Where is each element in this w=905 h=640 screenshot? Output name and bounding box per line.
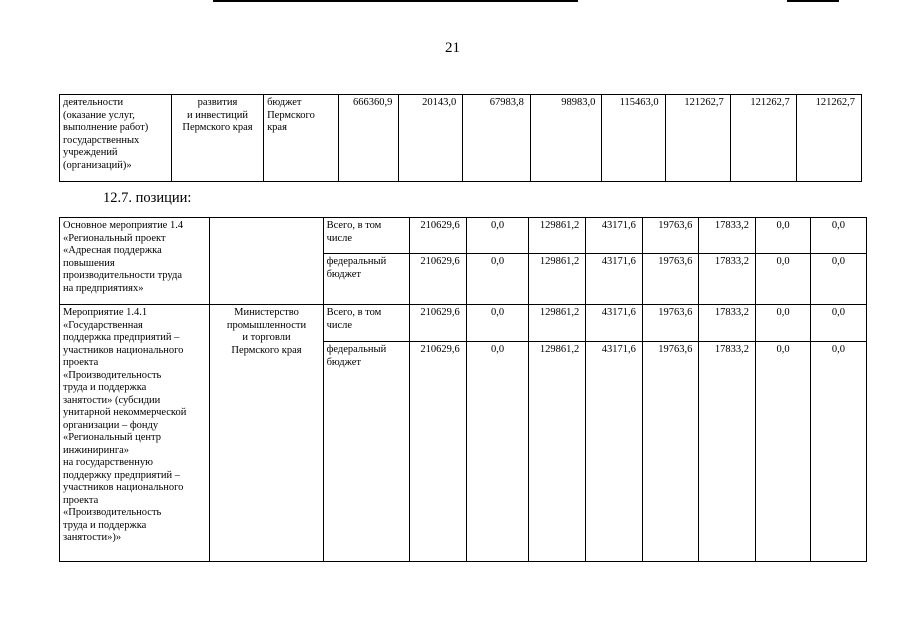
value-cell-total: 210629,6: [409, 254, 466, 305]
value-cell-year-6: 0,0: [756, 218, 811, 254]
activity-name-cell: Основное мероприятие 1.4 «Региональный проект «Адресная поддержка повышения производительности труда на предприятиях»: [60, 218, 210, 305]
table-row: [60, 305, 867, 342]
value-cell-year-6: 0,0: [756, 305, 811, 342]
value-cell-year-5: 17833,2: [699, 218, 756, 254]
funding-source-cell: федеральный бюджет: [323, 254, 409, 305]
value-cell-year-7: 0,0: [810, 305, 866, 342]
top-rule-right: [787, 0, 839, 2]
page-number: 21: [445, 40, 460, 56]
value-cell-year-7: 0,0: [810, 254, 866, 305]
value-cell-year-4: 19763,6: [642, 218, 699, 254]
value-cell-year-3: 43171,6: [586, 305, 643, 342]
value-cell-total: 666360,9: [338, 95, 398, 182]
value-cell-year-4: 19763,6: [642, 305, 699, 342]
funding-source-cell: бюджет Пермского края: [264, 95, 339, 182]
value-cell-year-6: 121262,7: [730, 95, 796, 182]
value-cell-year-1: 0,0: [466, 254, 529, 305]
value-cell-year-4: 19763,6: [642, 342, 699, 562]
value-cell-total: 210629,6: [409, 342, 466, 562]
value-cell-year-7: 0,0: [810, 342, 866, 562]
executor-cell: Министерство промышленности и торговли Пермского края: [210, 305, 323, 562]
value-cell-year-7: 0,0: [810, 218, 866, 254]
value-cell-year-1: 20143,0: [399, 95, 463, 182]
funding-source-cell: федеральный бюджет: [323, 342, 409, 562]
top-rule-left: [213, 0, 578, 2]
table-row: [60, 218, 867, 254]
value-cell-year-1: 0,0: [466, 218, 529, 254]
value-cell-year-2: 129861,2: [529, 342, 586, 562]
value-cell-total: 210629,6: [409, 305, 466, 342]
funding-source-cell: Всего, в том числе: [323, 305, 409, 342]
value-cell-year-3: 43171,6: [586, 254, 643, 305]
value-cell-year-7: 121262,7: [796, 95, 861, 182]
value-cell-year-4: 115463,0: [602, 95, 665, 182]
value-cell-year-6: 0,0: [756, 254, 811, 305]
value-cell-year-2: 129861,2: [529, 254, 586, 305]
main-table: [59, 217, 867, 562]
activity-name-cell: деятельности (оказание услуг, выполнение работ) государственных учреждений (организаций)»: [60, 95, 172, 182]
funding-source-cell: Всего, в том числе: [323, 218, 409, 254]
section-heading: 12.7. позиции:: [103, 190, 192, 206]
executor-cell: [210, 218, 323, 305]
value-cell-year-6: 0,0: [756, 342, 811, 562]
value-cell-year-4: 19763,6: [642, 254, 699, 305]
value-cell-year-3: 43171,6: [586, 218, 643, 254]
value-cell-year-2: 67983,8: [463, 95, 531, 182]
table-row: [60, 95, 862, 182]
value-cell-year-2: 129861,2: [529, 218, 586, 254]
value-cell-year-3: 43171,6: [586, 342, 643, 562]
value-cell-year-3: 98983,0: [530, 95, 601, 182]
executor-cell: развития и инвестиций Пермского края: [171, 95, 263, 182]
continuation-table: [59, 94, 862, 182]
value-cell-year-5: 17833,2: [699, 342, 756, 562]
value-cell-year-2: 129861,2: [529, 305, 586, 342]
activity-name-cell: Мероприятие 1.4.1 «Государственная поддержка предприятий – участников национального проекта «Производительность труда и поддержка занятости» (субсидии унитарной некоммерческой организации – фонду «Региональный центр инжиниринга» на государственную поддержку предприятий – участников национального проекта «Производительность труда и поддержка занятости»)»: [60, 305, 210, 562]
value-cell-year-5: 17833,2: [699, 305, 756, 342]
value-cell-total: 210629,6: [409, 218, 466, 254]
value-cell-year-1: 0,0: [466, 305, 529, 342]
value-cell-year-5: 121262,7: [665, 95, 730, 182]
value-cell-year-5: 17833,2: [699, 254, 756, 305]
value-cell-year-1: 0,0: [466, 342, 529, 562]
